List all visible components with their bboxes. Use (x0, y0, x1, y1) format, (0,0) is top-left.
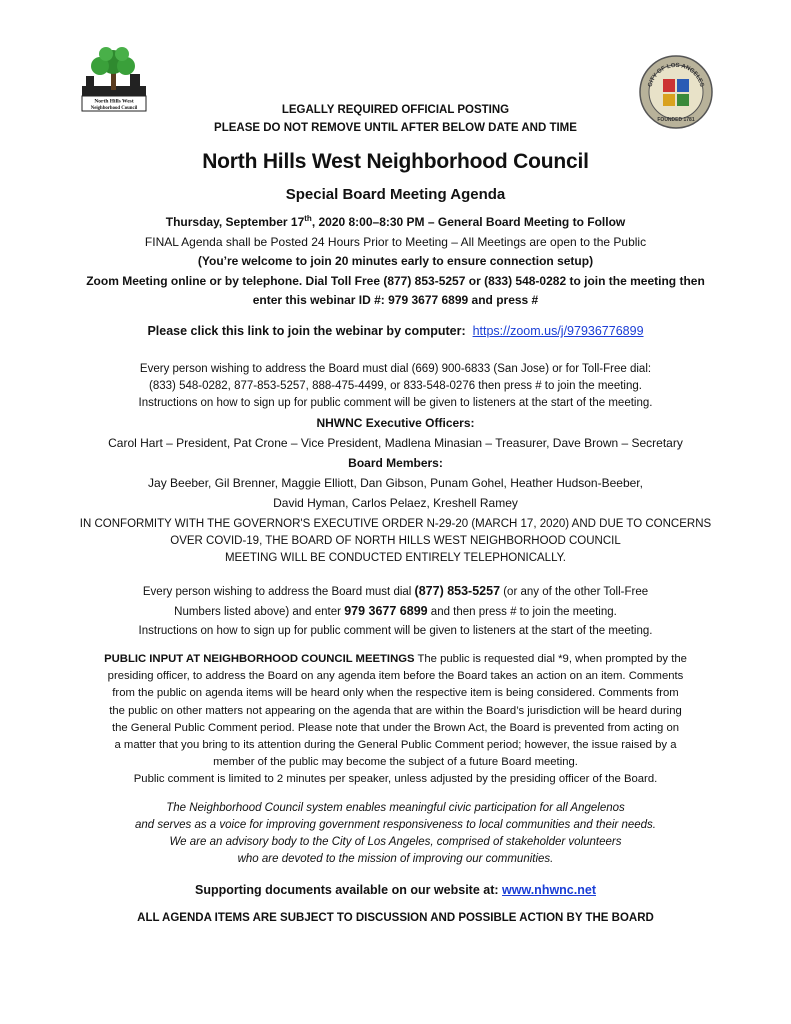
conformity-notice (0, 516, 791, 567)
zoom-line-1: Zoom Meeting online or by telephone. Dial Toll Free (877) 853-5257 or (833) 548-0282 to join the meeting then (86, 273, 705, 288)
mission-line-1: The Neighborhood Council system enables meaningful civic participation for all Angelenos (166, 802, 625, 814)
public-input-line-8: Public comment is limited to 2 minutes per speaker, unless adjusted by the presiding officer of the Board. (133, 773, 658, 786)
mission-line-2: and serves as a voice for improving government responsiveness to local communities and their needs. (135, 819, 656, 831)
public-input-line-2: presiding officer, to address the Board on any agenda item before the Board takes an action on an item. Comments (107, 670, 684, 683)
public-input-line-5: the General Public Comment period. Please note that under the Brown Act, the Board is prevented from acting on (111, 721, 680, 734)
mission-line-3: We are an advisory body to the City of Los Angeles, comprised of stakeholder volunteers (169, 836, 622, 848)
public-input-line-6: a matter that you bring to its attention during the General Public Comment period; however, the issue raised by a (114, 739, 677, 752)
officers-heading: NHWNC Executive Officers: (316, 416, 475, 430)
phone-line-1: Every person wishing to address the Board must dial (669) 900-6833 (San Jose) or for Toll-Free dial: (139, 363, 652, 375)
phone-line-2: (833) 548-0282, 877-853-5257, 888-475-4499, or 833-548-0276 then press # to join the meeting. (149, 380, 642, 392)
legal-posting-notice (0, 98, 791, 137)
public-input-line-7: member of the public may become the subject of a future Board meeting. (213, 756, 578, 769)
webinar-link[interactable]: https://zoom.us/j/97936776899 (472, 324, 644, 338)
zoom-line-2: enter this webinar ID #: 979 3677 6899 and press # (252, 293, 539, 307)
page-title: North Hills West Neighborhood Council (202, 150, 589, 173)
svg-text:Neighborhood Council: Neighborhood Council (90, 106, 138, 111)
welcome-note: (You’re welcome to join 20 minutes early to ensure connection setup) (197, 254, 594, 268)
posting-line-1: LEGALLY REQUIRED OFFICIAL POSTING (281, 104, 510, 116)
svg-text:CITY OF LOS ANGELES: CITY OF LOS ANGELES (647, 62, 705, 88)
members-line-2: David Hyman, Carlos Pelaez, Kreshell Ramey (273, 496, 518, 510)
agenda-items-note: ALL AGENDA ITEMS ARE SUBJECT TO DISCUSSION AND POSSIBLE ACTION BY THE BOARD (137, 912, 654, 924)
phone-instructions (0, 361, 791, 412)
toll-free-line-1: Every person wishing to address the Board must dial (877) 853-5257 (or any of the other Toll-Free (142, 584, 649, 598)
svg-text:FOUNDED 1781: FOUNDED 1781 (657, 117, 695, 123)
phone-line-3: Instructions on how to sign up for public comment will be given to listeners at the start of the meeting. (138, 397, 653, 409)
website-link[interactable]: www.nhwnc.net (502, 883, 596, 897)
public-input-line-1: PUBLIC INPUT AT NEIGHBORHOOD COUNCIL MEETINGS The public is requested dial *9, when prompted by the (104, 653, 687, 665)
webinar-join (0, 324, 791, 338)
public-input-heading: PUBLIC INPUT AT NEIGHBORHOOD COUNCIL MEETINGS (104, 653, 415, 665)
page-subtitle: Special Board Meeting Agenda (285, 186, 506, 203)
officers-list: Carol Hart – President, Pat Crone – Vice President, Madlena Minasian – Treasurer, Dave Brown – Secretary (108, 436, 683, 450)
members-line-1: Jay Beeber, Gil Brenner, Maggie Elliott, Dan Gibson, Punam Gohel, Heather Hudson-Beeber, (148, 476, 643, 490)
svg-text:North Hills West: North Hills West (94, 98, 134, 105)
meeting-date: Thursday, September 17th, 2020 8:00–8:30 PM – General Board Meeting to Follow (165, 214, 626, 229)
mission-line-4: who are devoted to the mission of improving our communities. (237, 853, 554, 865)
toll-free-instructions (0, 582, 791, 641)
members-heading: Board Members: (348, 456, 443, 470)
toll-free-line-2: Numbers listed above) and enter 979 3677 6899 and then press # to join the meeting. (174, 604, 617, 618)
public-input-section (0, 651, 791, 789)
meeting-details (0, 209, 791, 311)
posting-line-2: PLEASE DO NOT REMOVE UNTIL AFTER BELOW DATE AND TIME (214, 122, 577, 134)
website-note (0, 883, 791, 897)
conformity-line-2: OVER COVID-19, THE BOARD OF NORTH HILLS WEST NEIGHBORHOOD COUNCIL (170, 535, 621, 547)
conformity-line-3: MEETING WILL BE CONDUCTED ENTIRELY TELEPHONICALLY. (224, 552, 567, 564)
toll-free-line-3: Instructions on how to sign up for public comment will be given to listeners at the start of the meeting. (138, 625, 653, 637)
webinar-label: Please click this link to join the webinar by computer: (147, 324, 466, 338)
mission-statement (0, 800, 791, 868)
public-input-line-4: the public on other matters not appearing on the agenda that are within the Board’s jurisdiction will be heard during (109, 704, 682, 717)
conformity-line-1: IN CONFORMITY WITH THE GOVERNOR'S EXECUTIVE ORDER N-29-20 (MARCH 17, 2020) AND DUE TO CONCERNS (79, 518, 712, 530)
final-agenda-note: FINAL Agenda shall be Posted 24 Hours Prior to Meeting – All Meetings are open to the Public (144, 234, 647, 249)
website-label: Supporting documents available on our website at: (195, 883, 502, 897)
public-input-line-3: from the public on agenda items will be heard only when the respective item is being considered. Comments from (112, 687, 679, 700)
officers-section (0, 413, 791, 513)
